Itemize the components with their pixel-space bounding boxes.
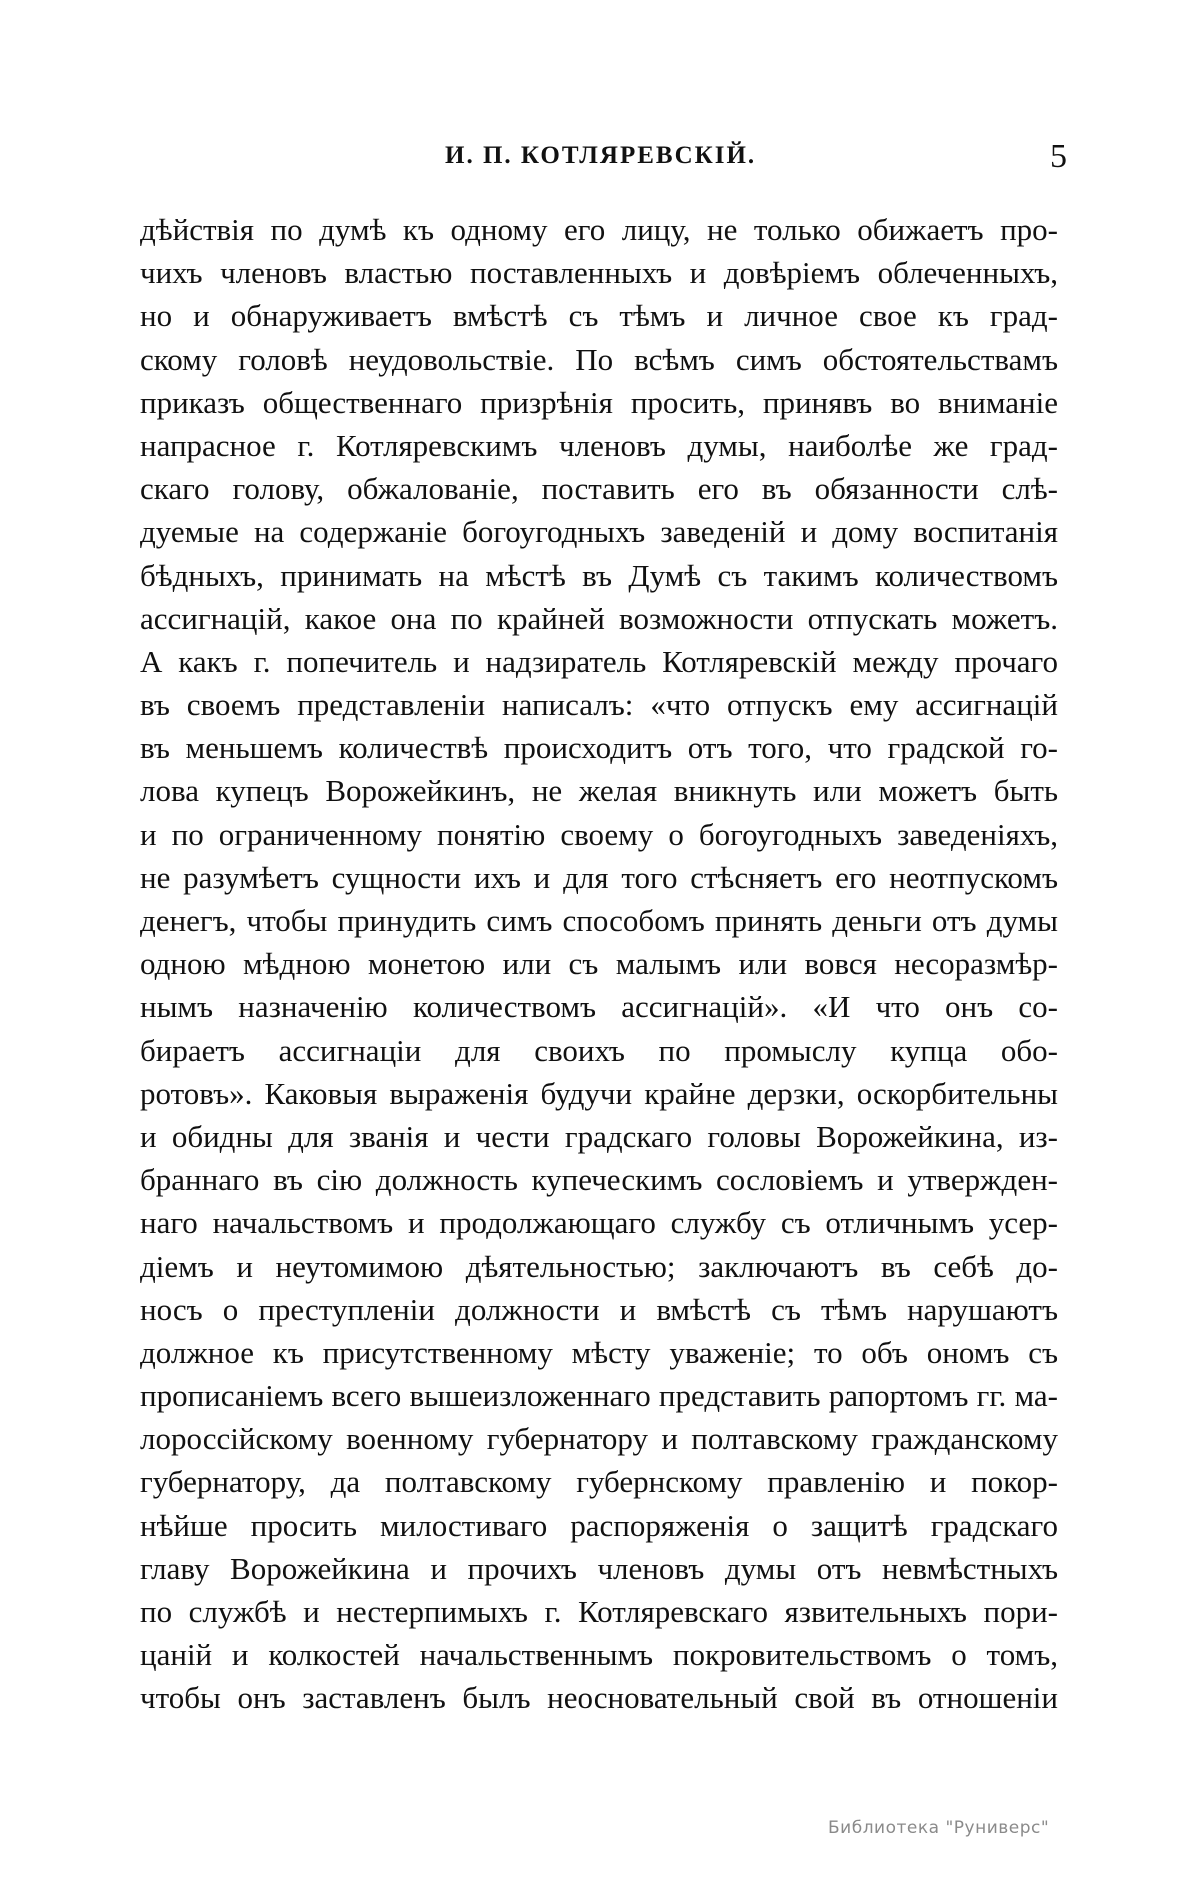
text-line: наго начальствомъ и продолжающаго службу съ отличнымъ усер- xyxy=(140,1205,1058,1241)
text-line: лороссійскому военному губернатору и полтавскому гражданскому xyxy=(140,1421,1058,1457)
text-line: дѣйствія по думѣ къ одному его лицу, не только обижаетъ про- xyxy=(140,212,1058,247)
running-title: И. П. КОТЛЯРЕВСКІЙ. xyxy=(445,142,757,169)
text-line: чихъ членовъ властью поставленныхъ и довѣріемъ облеченныхъ, xyxy=(140,255,1058,291)
text-line: приказъ общественнаго призрѣнія просить, принявъ во вниманіе xyxy=(140,384,1058,420)
text-line: ассигнацій, какое она по крайней возможности отпускать можетъ. xyxy=(140,600,1058,636)
text-line: нымъ назначенію количествомъ ассигнацій». «И что онъ со- xyxy=(140,989,1058,1025)
text-line: ротовъ». Каковыя выраженія будучи крайне дерзки, оскорбительны xyxy=(140,1075,1058,1111)
text-line: діемъ и неутомимою дѣятельностью; заключаютъ въ себѣ до- xyxy=(140,1248,1058,1284)
running-head xyxy=(0,138,1200,182)
text-line: въ своемъ представленіи написалъ: «что отпускъ ему ассигнацій xyxy=(140,687,1058,723)
text-line: напрасное г. Котляревскимъ членовъ думы, наиболѣе же град- xyxy=(140,427,1058,463)
text-line: бѣдныхъ, принимать на мѣстѣ въ Думѣ съ такимъ количествомъ xyxy=(140,557,1058,593)
text-line: денегъ, чтобы принудить симъ способомъ принять деньги отъ думы xyxy=(140,903,1058,938)
text-line: скаго голову, обжалованіе, поставить его въ обязанности слѣ- xyxy=(140,471,1058,507)
text-line: чтобы онъ заставленъ былъ неосновательный свой въ отношеніи xyxy=(140,1680,1058,1716)
body-text xyxy=(140,208,1058,1720)
text-line: прописаніемъ всего вышеизложеннаго представить рапортомъ гг. ма- xyxy=(140,1378,1058,1414)
text-line: должное къ присутственному мѣсту уваженіе; то объ ономъ съ xyxy=(140,1334,1058,1370)
text-line: браннаго въ сію должность купеческимъ сословіемъ и утвержден- xyxy=(140,1162,1058,1198)
text-line: носъ о преступленіи должности и вмѣстѣ съ тѣмъ нарушаютъ xyxy=(140,1291,1058,1327)
text-line: и по ограниченному понятію своему о богоугодныхъ заведеніяхъ, xyxy=(140,816,1058,852)
text-line: губернатору, да полтавскому губернскому правленію и покор- xyxy=(140,1464,1058,1500)
text-line: но и обнаруживаетъ вмѣстѣ съ тѣмъ и личное свое къ град- xyxy=(140,298,1058,334)
text-line: и обидны для званія и чести градскаго головы Ворожейкина, из- xyxy=(140,1118,1058,1154)
text-line: лова купецъ Ворожейкинъ, не желая вникнуть или можетъ быть xyxy=(140,773,1058,809)
text-line: дуемые на содержаніе богоугодныхъ заведеній и дому воспитанія xyxy=(140,514,1058,550)
library-watermark: Библиотека "Руниверс" xyxy=(828,1818,1050,1838)
text-line: А какъ г. попечитель и надзиратель Котляревскій между прочаго xyxy=(140,643,1058,679)
text-line: одною мѣдною монетою или съ малымъ или вовся несоразмѣр- xyxy=(140,946,1058,982)
text-line: главу Ворожейкина и прочихъ членовъ думы отъ невмѣстныхъ xyxy=(140,1550,1058,1586)
text-line: не разумѣетъ сущности ихъ и для того стѣсняетъ его неотпускомъ xyxy=(140,859,1058,895)
text-line: скому головѣ неудовольствіе. По всѣмъ симъ обстоятельствамъ xyxy=(140,341,1058,377)
text-line: нѣйше просить милостиваго распоряженія о защитѣ градскаго xyxy=(140,1507,1058,1543)
text-line: по службѣ и нестерпимыхъ г. Котляревскаго язвительныхъ пори- xyxy=(140,1594,1058,1629)
page-number: 5 xyxy=(1050,138,1067,175)
text-line: цаній и колкостей начальственнымъ покровительствомъ о томъ, xyxy=(140,1637,1058,1673)
text-line: бираетъ ассигнаціи для своихъ по промыслу купца обо- xyxy=(140,1032,1058,1068)
text-line: въ меньшемъ количествѣ происходитъ отъ того, что градской го- xyxy=(140,730,1058,766)
